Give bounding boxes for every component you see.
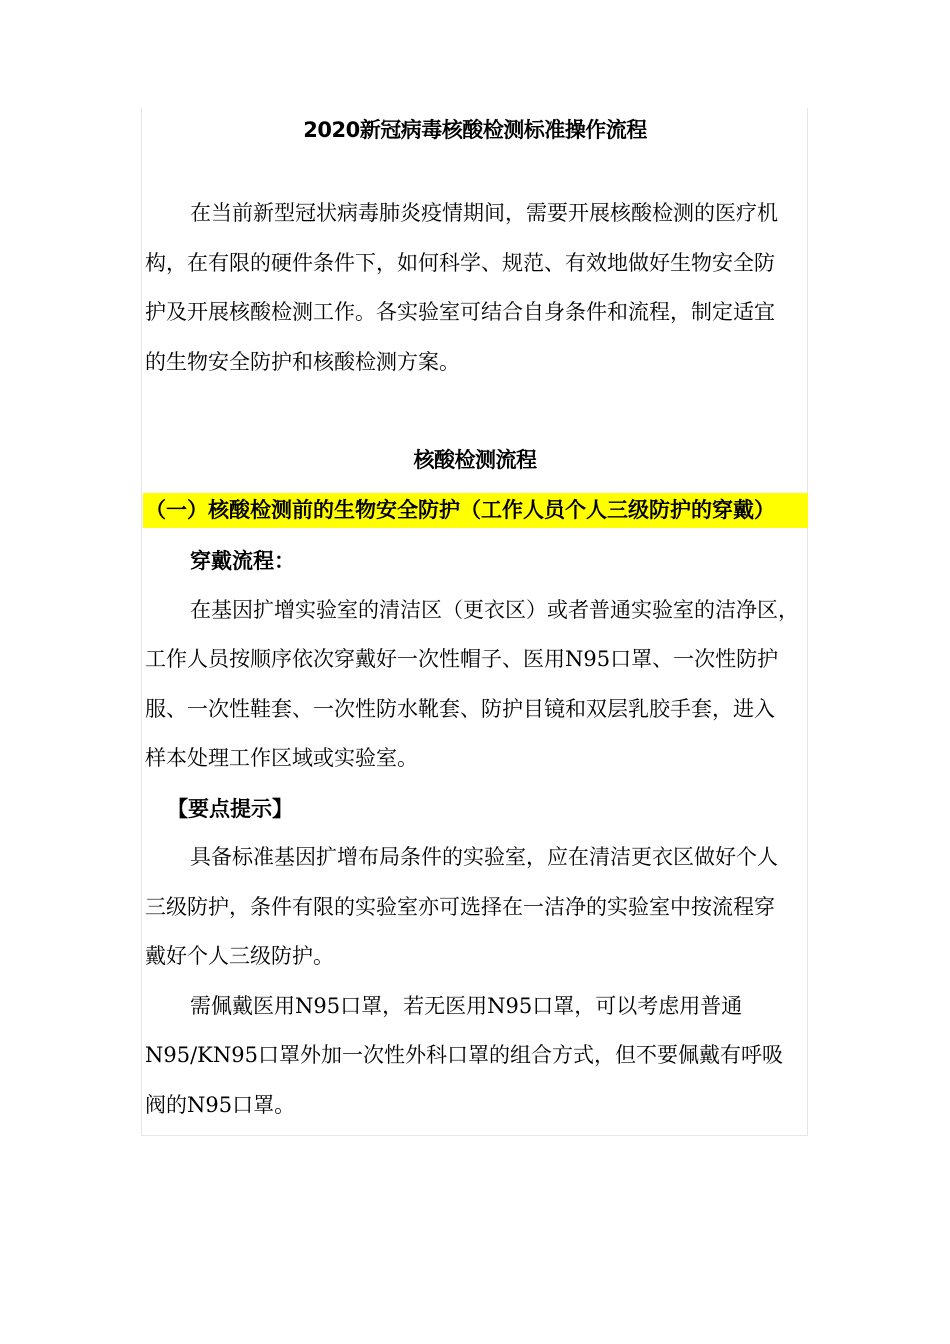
tips-line: 具备标准基因扩增布局条件的实验室，应在清洁更衣区做好个人 <box>190 845 778 869</box>
wear-process-line: 在基因扩增实验室的清洁区（更衣区）或者普通实验室的洁净区， <box>190 597 799 622</box>
intro-line: 在当前新型冠状病毒肺炎疫情期间，需要开展核酸检测的医疗机 <box>190 201 778 225</box>
tips-line: 戴好个人三级防护。 <box>145 944 334 968</box>
document-title: 2020新冠病毒核酸检测标准操作流程 <box>303 118 647 142</box>
tips-line: 需佩戴医用N95口罩，若无医用N95口罩，可以考虑用普通 <box>190 993 743 1018</box>
intro-paragraph <box>145 189 815 387</box>
section-heading: 核酸检测流程 <box>413 448 537 472</box>
wear-process-label: 穿戴流程： <box>190 548 295 573</box>
wear-process-line: 服、一次性鞋套、一次性防水靴套、防护目镜和双层乳胶手套，进入 <box>145 696 775 721</box>
intro-line: 的生物安全防护和核酸检测方案。 <box>145 349 460 374</box>
wear-process-line: 工作人员按顺序依次穿戴好一次性帽子、医用N95口罩、一次性防护 <box>145 647 779 671</box>
tips-label: 【要点提示】 <box>167 795 293 821</box>
tips-line: N95/KN95口罩外加一次性外科口罩的组合方式，但不要佩戴有呼吸 <box>145 1043 783 1067</box>
wear-process-line: 样本处理工作区域或实验室。 <box>145 746 418 770</box>
tips-line: 阀的N95口罩。 <box>145 1092 296 1117</box>
intro-line: 护及开展核酸检测工作。各实验室可结合自身条件和流程，制定适宜 <box>145 300 775 324</box>
tips-line: 三级防护，条件有限的实验室亦可选择在一洁净的实验室中按流程穿 <box>145 894 775 919</box>
intro-line: 构，在有限的硬件条件下，如何科学、规范、有效地做好生物安全防 <box>145 250 775 275</box>
wear-process-section <box>145 536 815 1130</box>
subsection-heading: （一）核酸检测前的生物安全防护（工作人员个人三级防护的穿戴） <box>145 497 775 522</box>
